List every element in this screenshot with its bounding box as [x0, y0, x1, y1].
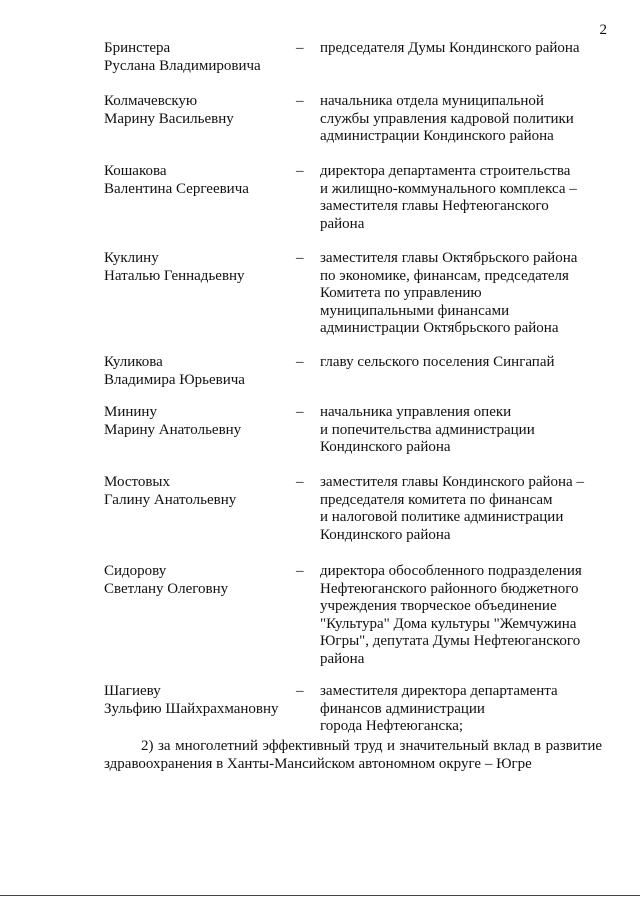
person-position-line: Кондинского района: [320, 439, 451, 455]
person-position-line: учреждения творческое объединение: [320, 598, 557, 614]
person-position-line: директора обособленного подразделения: [320, 563, 582, 579]
person-name: [104, 404, 284, 439]
person-position-line: и жилищно-коммунального комплекса –: [320, 180, 577, 197]
person-position-line: муниципальными финансами: [320, 302, 510, 319]
person-name-line: Наталью Геннадьевну: [104, 267, 245, 284]
person-name: [104, 474, 284, 509]
person-position-line: Комитета по управлению: [320, 285, 482, 301]
person-name-line: Марину Васильевну: [104, 110, 234, 127]
person-position-line: района: [320, 650, 365, 667]
person-position-line: администрации Октябрьского района: [320, 320, 559, 336]
person-name: [104, 40, 284, 75]
person-position: [320, 474, 610, 544]
paragraph-line-1: 2) за многолетний эффективный труд и значительный вклад в развитие: [141, 738, 602, 754]
person-position-line: начальника отдела муниципальной: [320, 93, 544, 109]
person-name: [104, 354, 284, 389]
person-name-line: Куклину: [104, 250, 159, 266]
person-position-line: председателя Думы Кондинского района: [320, 40, 580, 56]
person-position-line: Кондинского района: [320, 526, 451, 543]
person-position: [320, 354, 610, 372]
person-position: [320, 404, 610, 457]
dash-separator: –: [296, 474, 304, 490]
person-name: [104, 93, 284, 128]
person-name-line: Валентина Сергеевича: [104, 180, 249, 197]
person-name-line: Зульфию Шайхрахмановну: [104, 700, 279, 717]
person-name-line: Мостовых: [104, 474, 171, 490]
person-position-line: города Нефтеюганска;: [320, 718, 464, 734]
person-position-line: начальника управления опеки: [320, 404, 512, 420]
page-bottom-rule: [0, 895, 640, 896]
person-position-line: Югры", депутата Думы Нефтеюганского: [320, 633, 581, 649]
person-name-line: Сидорову: [104, 563, 167, 579]
person-position-line: и налоговой политике администрации: [320, 509, 564, 525]
person-name-line: Куликова: [104, 354, 163, 370]
person-position: [320, 163, 610, 233]
person-position-line: по экономике, финансам, председателя: [320, 267, 569, 284]
person-position-line: администрации Кондинского района: [320, 128, 554, 144]
dash-separator: –: [296, 683, 304, 699]
person-position: [320, 250, 610, 338]
person-position-line: директора департамента строительства: [320, 163, 571, 179]
person-position: [320, 40, 610, 58]
person-name-line: Минину: [104, 404, 157, 420]
dash-separator: –: [296, 404, 304, 420]
person-name: [104, 683, 284, 718]
person-position-line: заместителя главы Кондинского района –: [320, 474, 584, 490]
paragraph-line-2: здравоохранения в Ханты-Мансийском автономном округе – Югре: [104, 756, 532, 772]
person-name: [104, 563, 284, 598]
person-name-line: Марину Анатольевну: [104, 421, 242, 438]
dash-separator: –: [296, 40, 304, 56]
page-number: 2: [599, 22, 607, 38]
person-position-line: заместителя директора департамента: [320, 683, 558, 699]
person-name-line: Владимира Юрьевича: [104, 371, 245, 388]
person-position-line: и попечительства администрации: [320, 421, 535, 438]
person-position: [320, 563, 610, 668]
person-name-line: Галину Анатольевну: [104, 491, 237, 508]
person-position-line: заместителя главы Октябрьского района: [320, 250, 578, 266]
person-name: [104, 250, 284, 285]
person-position: [320, 93, 610, 146]
person-position: [320, 683, 610, 736]
person-name-line: Бринстера: [104, 40, 171, 56]
person-position-line: Нефтеюганского районного бюджетного: [320, 580, 579, 597]
person-name: [104, 163, 284, 198]
dash-separator: –: [296, 563, 304, 579]
dash-separator: –: [296, 354, 304, 370]
dash-separator: –: [296, 163, 304, 179]
person-name-line: Шагиеву: [104, 683, 161, 699]
person-name-line: Кошакова: [104, 163, 167, 179]
person-position-line: финансов администрации: [320, 700, 485, 717]
paragraph-item-2: [104, 737, 602, 773]
person-name-line: Светлану Олеговну: [104, 580, 229, 597]
person-position-line: службы управления кадровой политики: [320, 110, 574, 127]
dash-separator: –: [296, 250, 304, 266]
person-position-line: председателя комитета по финансам: [320, 491, 553, 508]
person-position-line: заместителя главы Нефтеюганского: [320, 198, 549, 214]
person-name-line: Колмачевскую: [104, 93, 198, 109]
person-position-line: главу сельского поселения Сингапай: [320, 354, 555, 370]
person-position-line: "Культура" Дома культуры "Жемчужина: [320, 615, 577, 632]
dash-separator: –: [296, 93, 304, 109]
person-position-line: района: [320, 215, 365, 232]
person-name-line: Руслана Владимировича: [104, 57, 261, 74]
